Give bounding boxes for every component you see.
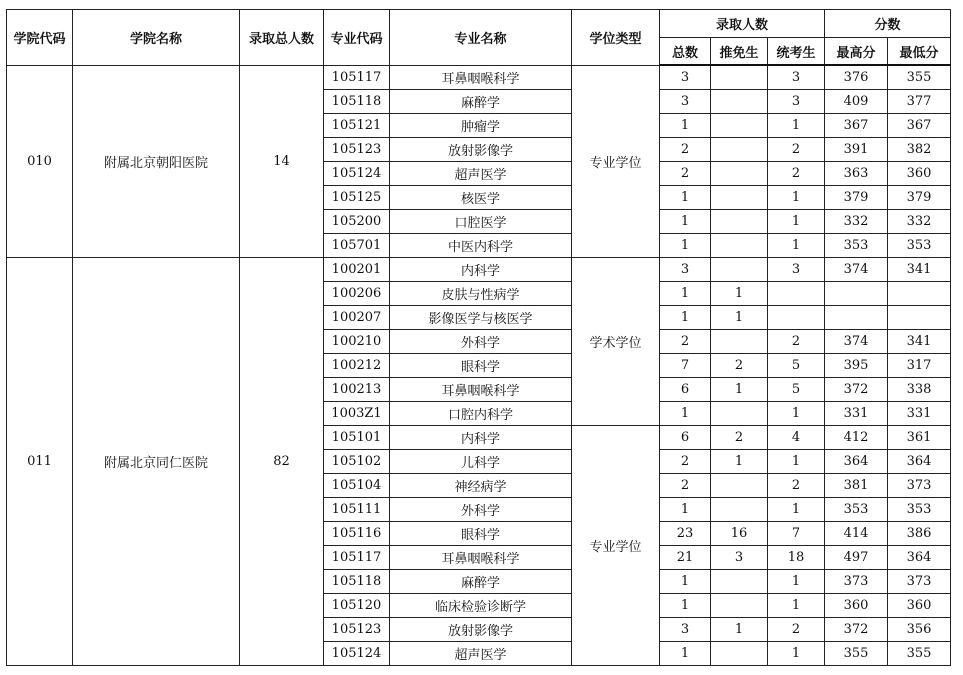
score-max-cell: 412: [825, 426, 888, 450]
score-min-cell: 353: [888, 498, 951, 522]
admitted-recommended-cell: 1: [711, 306, 768, 330]
major-name-cell: 眼科学: [390, 522, 572, 546]
score-min-cell: [888, 282, 951, 306]
header-admitted-group: 录取人数: [660, 10, 825, 38]
score-max-cell: 353: [825, 234, 888, 258]
major-code-cell: 100207: [324, 306, 390, 330]
score-min-cell: 332: [888, 210, 951, 234]
major-name-cell: 耳鼻咽喉科学: [390, 378, 572, 402]
header-score-group: 分数: [825, 10, 951, 38]
admitted-unified-cell: 2: [768, 138, 825, 162]
table-body: [7, 65, 951, 666]
major-code-cell: 105200: [324, 210, 390, 234]
major-code-cell: 105701: [324, 234, 390, 258]
major-name-cell: 超声医学: [390, 162, 572, 186]
major-code-cell: 100206: [324, 282, 390, 306]
admitted-recommended-cell: [711, 474, 768, 498]
score-min-cell: 379: [888, 186, 951, 210]
admitted-unified-cell: 2: [768, 618, 825, 642]
admitted-total-cell: 1: [660, 402, 711, 426]
admitted-total-cell: 6: [660, 426, 711, 450]
score-max-cell: 409: [825, 90, 888, 114]
table-row: [7, 65, 951, 90]
score-min-cell: 360: [888, 594, 951, 618]
admitted-recommended-cell: 3: [711, 546, 768, 570]
major-code-cell: 105102: [324, 450, 390, 474]
admitted-total-cell: 6: [660, 378, 711, 402]
admitted-unified-cell: 2: [768, 474, 825, 498]
admitted-total-cell: 2: [660, 450, 711, 474]
admitted-recommended-cell: [711, 330, 768, 354]
admitted-unified-cell: 2: [768, 330, 825, 354]
admitted-recommended-cell: [711, 234, 768, 258]
major-name-cell: 内科学: [390, 258, 572, 282]
college-total-cell: 14: [240, 65, 324, 258]
major-name-cell: 中医内科学: [390, 234, 572, 258]
admitted-unified-cell: 3: [768, 65, 825, 90]
admitted-total-cell: 2: [660, 330, 711, 354]
admitted-unified-cell: 1: [768, 450, 825, 474]
admitted-recommended-cell: [711, 402, 768, 426]
score-min-cell: 356: [888, 618, 951, 642]
score-max-cell: 391: [825, 138, 888, 162]
admitted-recommended-cell: [711, 594, 768, 618]
major-name-cell: 超声医学: [390, 642, 572, 666]
score-min-cell: 373: [888, 474, 951, 498]
score-max-cell: 360: [825, 594, 888, 618]
major-name-cell: 外科学: [390, 498, 572, 522]
admitted-unified-cell: 5: [768, 354, 825, 378]
score-min-cell: 360: [888, 162, 951, 186]
header-college-code: 学院代码: [7, 10, 73, 66]
admitted-unified-cell: 4: [768, 426, 825, 450]
admitted-recommended-cell: 16: [711, 522, 768, 546]
admitted-recommended-cell: [711, 570, 768, 594]
major-code-cell: 105104: [324, 474, 390, 498]
major-name-cell: 神经病学: [390, 474, 572, 498]
admitted-total-cell: 1: [660, 282, 711, 306]
college-name-cell: 附属北京朝阳医院: [73, 65, 240, 258]
admitted-unified-cell: 18: [768, 546, 825, 570]
admitted-total-cell: 3: [660, 90, 711, 114]
admitted-unified-cell: 3: [768, 90, 825, 114]
header-major-code: 专业代码: [324, 10, 390, 66]
score-min-cell: 361: [888, 426, 951, 450]
major-name-cell: 影像医学与核医学: [390, 306, 572, 330]
score-min-cell: 373: [888, 570, 951, 594]
admitted-recommended-cell: [711, 258, 768, 282]
score-min-cell: 364: [888, 450, 951, 474]
admitted-unified-cell: 1: [768, 210, 825, 234]
header-college-name: 学院名称: [73, 10, 240, 66]
score-max-cell: 363: [825, 162, 888, 186]
score-max-cell: 376: [825, 65, 888, 90]
major-code-cell: 1003Z1: [324, 402, 390, 426]
score-max-cell: 381: [825, 474, 888, 498]
admitted-unified-cell: 1: [768, 594, 825, 618]
degree-type-cell: 专业学位: [572, 65, 660, 258]
major-code-cell: 100212: [324, 354, 390, 378]
admitted-total-cell: 2: [660, 474, 711, 498]
admitted-unified-cell: 1: [768, 114, 825, 138]
score-max-cell: 395: [825, 354, 888, 378]
score-min-cell: 355: [888, 642, 951, 666]
score-min-cell: 353: [888, 234, 951, 258]
major-code-cell: 105124: [324, 162, 390, 186]
header-score-max: 最高分: [825, 38, 888, 66]
admitted-recommended-cell: [711, 138, 768, 162]
admitted-total-cell: 1: [660, 570, 711, 594]
admitted-recommended-cell: [711, 90, 768, 114]
score-max-cell: [825, 282, 888, 306]
admitted-recommended-cell: 1: [711, 378, 768, 402]
admitted-total-cell: 21: [660, 546, 711, 570]
admitted-recommended-cell: [711, 65, 768, 90]
major-code-cell: 105101: [324, 426, 390, 450]
major-name-cell: 放射影像学: [390, 618, 572, 642]
admitted-recommended-cell: [711, 642, 768, 666]
score-max-cell: 353: [825, 498, 888, 522]
admitted-total-cell: 1: [660, 210, 711, 234]
admitted-total-cell: 2: [660, 162, 711, 186]
score-min-cell: 341: [888, 258, 951, 282]
score-min-cell: 364: [888, 546, 951, 570]
score-max-cell: 331: [825, 402, 888, 426]
admitted-recommended-cell: 2: [711, 426, 768, 450]
major-name-cell: 眼科学: [390, 354, 572, 378]
admitted-total-cell: 23: [660, 522, 711, 546]
admitted-total-cell: 1: [660, 234, 711, 258]
score-max-cell: 374: [825, 330, 888, 354]
score-max-cell: 355: [825, 642, 888, 666]
score-min-cell: 382: [888, 138, 951, 162]
admitted-recommended-cell: [711, 498, 768, 522]
major-name-cell: 肿瘤学: [390, 114, 572, 138]
score-min-cell: 377: [888, 90, 951, 114]
score-max-cell: [825, 306, 888, 330]
header-degree-type: 学位类型: [572, 10, 660, 66]
admitted-recommended-cell: 1: [711, 282, 768, 306]
score-min-cell: 367: [888, 114, 951, 138]
score-min-cell: 386: [888, 522, 951, 546]
table-row: [7, 258, 951, 282]
header-admitted-total: 总数: [660, 38, 711, 66]
score-min-cell: 341: [888, 330, 951, 354]
major-name-cell: 放射影像学: [390, 138, 572, 162]
admitted-total-cell: 3: [660, 65, 711, 90]
major-code-cell: 105117: [324, 65, 390, 90]
college-name-cell: 附属北京同仁医院: [73, 258, 240, 666]
admitted-unified-cell: 1: [768, 234, 825, 258]
major-name-cell: 内科学: [390, 426, 572, 450]
admitted-total-cell: 1: [660, 642, 711, 666]
admitted-unified-cell: 1: [768, 642, 825, 666]
score-max-cell: 332: [825, 210, 888, 234]
header-score-min: 最低分: [888, 38, 951, 66]
score-max-cell: 372: [825, 378, 888, 402]
major-name-cell: 麻醉学: [390, 570, 572, 594]
major-code-cell: 105118: [324, 90, 390, 114]
major-code-cell: 105123: [324, 138, 390, 162]
admitted-unified-cell: 1: [768, 570, 825, 594]
admitted-unified-cell: [768, 306, 825, 330]
admitted-total-cell: 3: [660, 258, 711, 282]
score-max-cell: 367: [825, 114, 888, 138]
score-max-cell: 374: [825, 258, 888, 282]
college-total-cell: 82: [240, 258, 324, 666]
admitted-recommended-cell: [711, 114, 768, 138]
header-major-name: 专业名称: [390, 10, 572, 66]
admitted-unified-cell: 1: [768, 402, 825, 426]
major-name-cell: 耳鼻咽喉科学: [390, 65, 572, 90]
header-total-admitted: 录取总人数: [240, 10, 324, 66]
admitted-recommended-cell: [711, 162, 768, 186]
major-name-cell: 耳鼻咽喉科学: [390, 546, 572, 570]
major-code-cell: 105123: [324, 618, 390, 642]
major-code-cell: 100201: [324, 258, 390, 282]
admitted-unified-cell: 3: [768, 258, 825, 282]
score-max-cell: 372: [825, 618, 888, 642]
major-name-cell: 口腔内科学: [390, 402, 572, 426]
major-code-cell: 105120: [324, 594, 390, 618]
major-code-cell: 105116: [324, 522, 390, 546]
major-name-cell: 皮肤与性病学: [390, 282, 572, 306]
college-code-cell: 010: [7, 65, 73, 258]
major-code-cell: 105117: [324, 546, 390, 570]
major-name-cell: 口腔医学: [390, 210, 572, 234]
score-min-cell: 355: [888, 65, 951, 90]
admitted-total-cell: 7: [660, 354, 711, 378]
major-name-cell: 儿科学: [390, 450, 572, 474]
admitted-unified-cell: 1: [768, 498, 825, 522]
degree-type-cell: 学术学位: [572, 258, 660, 426]
score-min-cell: 317: [888, 354, 951, 378]
score-max-cell: 364: [825, 450, 888, 474]
major-code-cell: 105125: [324, 186, 390, 210]
admitted-unified-cell: [768, 282, 825, 306]
admitted-recommended-cell: 2: [711, 354, 768, 378]
major-name-cell: 核医学: [390, 186, 572, 210]
college-code-cell: 011: [7, 258, 73, 666]
admitted-unified-cell: 1: [768, 186, 825, 210]
admitted-total-cell: 1: [660, 498, 711, 522]
table-header: [7, 10, 951, 66]
admission-table: [6, 9, 951, 666]
admitted-total-cell: 1: [660, 306, 711, 330]
major-code-cell: 105118: [324, 570, 390, 594]
major-name-cell: 临床检验诊断学: [390, 594, 572, 618]
admitted-total-cell: 1: [660, 114, 711, 138]
major-code-cell: 105124: [324, 642, 390, 666]
major-code-cell: 105121: [324, 114, 390, 138]
header-admitted-recommended: 推免生: [711, 38, 768, 66]
score-min-cell: [888, 306, 951, 330]
admitted-recommended-cell: [711, 186, 768, 210]
major-code-cell: 100213: [324, 378, 390, 402]
major-name-cell: 外科学: [390, 330, 572, 354]
admitted-recommended-cell: 1: [711, 618, 768, 642]
score-max-cell: 414: [825, 522, 888, 546]
admitted-unified-cell: 5: [768, 378, 825, 402]
admitted-recommended-cell: [711, 210, 768, 234]
degree-type-cell: 专业学位: [572, 426, 660, 666]
score-min-cell: 338: [888, 378, 951, 402]
admitted-total-cell: 1: [660, 594, 711, 618]
score-max-cell: 379: [825, 186, 888, 210]
admitted-unified-cell: 7: [768, 522, 825, 546]
admitted-unified-cell: 2: [768, 162, 825, 186]
admitted-total-cell: 2: [660, 138, 711, 162]
major-name-cell: 麻醉学: [390, 90, 572, 114]
header-admitted-unified: 统考生: [768, 38, 825, 66]
major-code-cell: 100210: [324, 330, 390, 354]
score-max-cell: 497: [825, 546, 888, 570]
score-max-cell: 373: [825, 570, 888, 594]
score-min-cell: 331: [888, 402, 951, 426]
admitted-total-cell: 3: [660, 618, 711, 642]
major-code-cell: 105111: [324, 498, 390, 522]
admitted-total-cell: 1: [660, 186, 711, 210]
admitted-recommended-cell: 1: [711, 450, 768, 474]
